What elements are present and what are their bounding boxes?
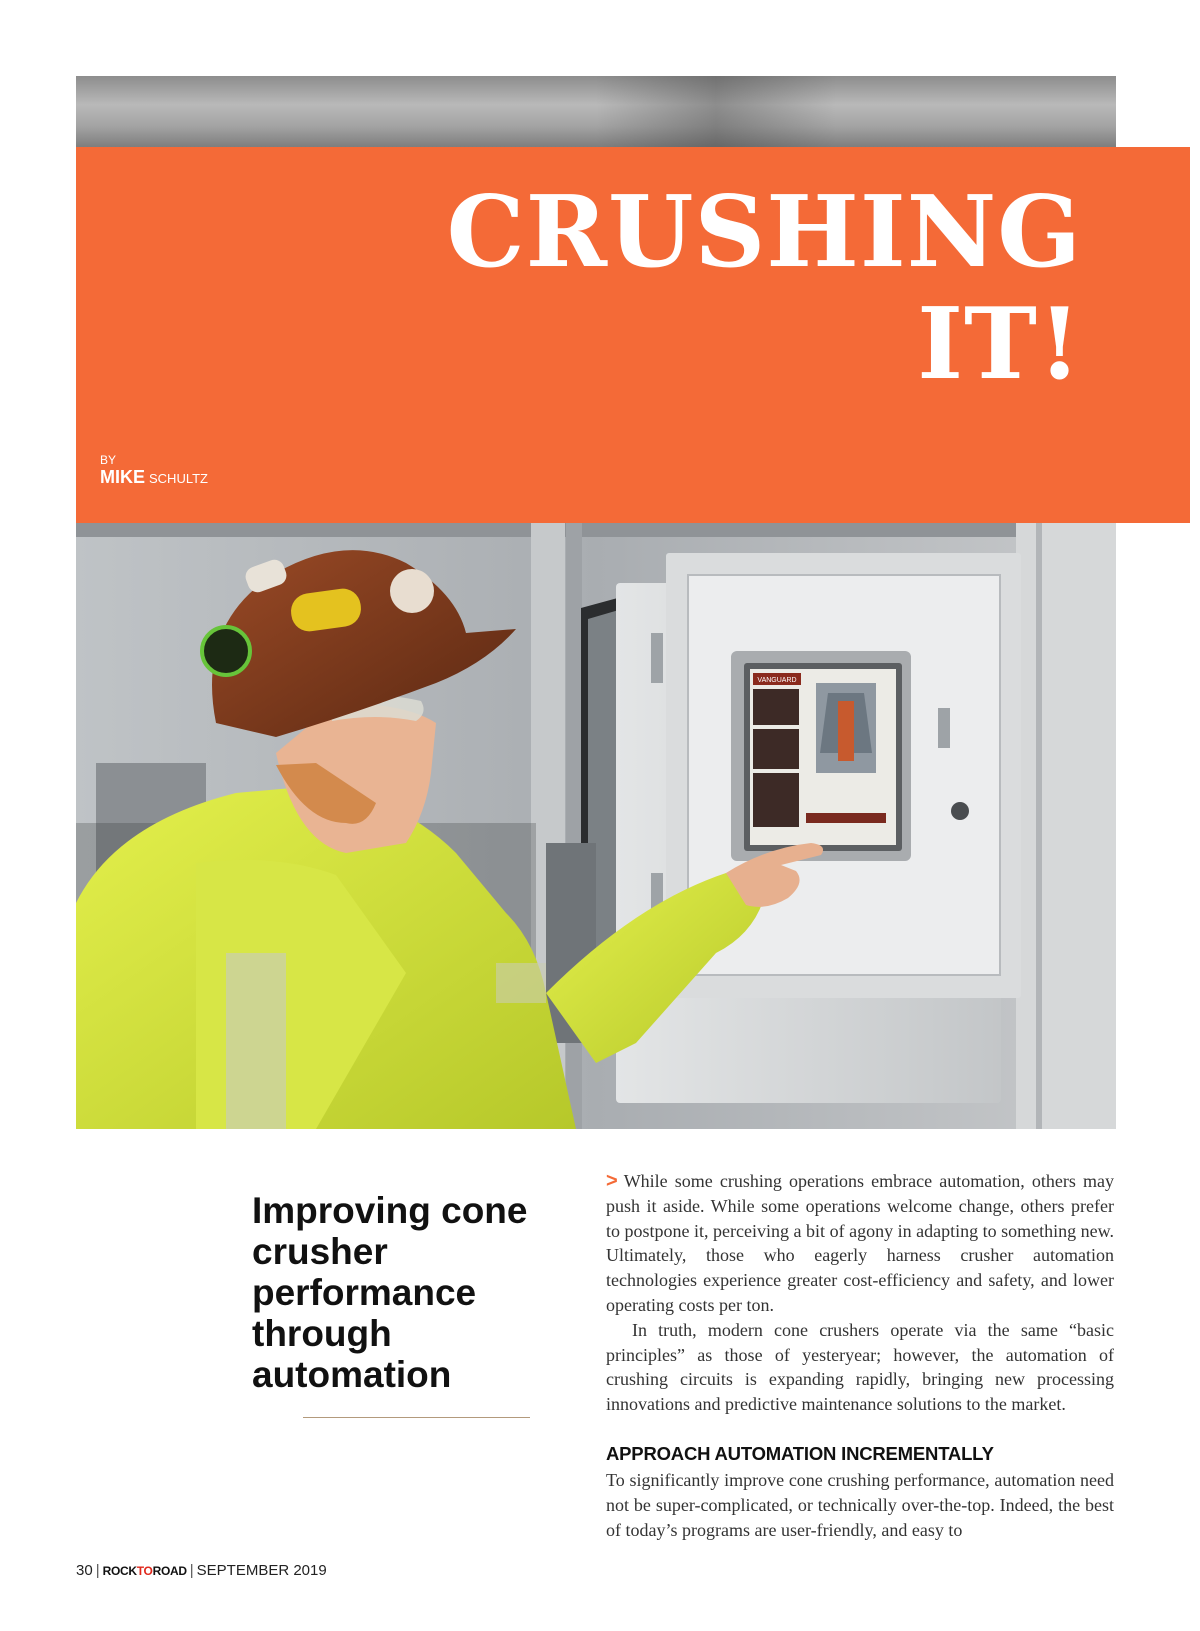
author-first-name: MIKE	[100, 467, 145, 487]
author-last-name: SCHULTZ	[149, 471, 208, 486]
section-heading: APPROACH AUTOMATION INCREMENTALLY	[606, 1442, 994, 1464]
title-line-1: CRUSHING	[446, 175, 1082, 290]
article-title	[447, 177, 1082, 401]
issue-date: SEPTEMBER 2019	[196, 1562, 327, 1579]
article-body	[606, 1169, 1114, 1542]
logo-part-road: ROAD	[152, 1564, 187, 1578]
page-footer: 30 | ROCKTOROAD | SEPTEMBER 2019	[76, 1562, 327, 1579]
title-line-2: IT!	[917, 287, 1082, 402]
header-photo-strip	[76, 76, 1116, 148]
magazine-logo	[103, 1564, 187, 1578]
paragraph-2: In truth, modern cone crushers operate via the same “basic principles” as those of yesteryear; however, the automation of crushing circuits is expanding rapidly, bringing new processing innovations and predictive maintenance solutions to the market.	[606, 1319, 1114, 1415]
paragraph-3: To significantly improve cone crushing performance, automation need not be super-complicated, or technically over-the-top. Indeed, the best of today’s programs are user-friendly, and easy to	[606, 1469, 1114, 1540]
paragraph-1-text: While some crushing operations embrace automation, others may push it aside. While some operations welcome change, others prefer to postpone it, perceiving a bit of agony in adapting to something new. Ultimately, those who eagerly harness crusher automation technologies experience greater cost-efficiency and safety, and lower operating costs per ton.	[606, 1171, 1114, 1315]
hmi-screen-title: VANGUARD	[757, 677, 797, 684]
logo-part-rock: ROCK	[102, 1564, 137, 1578]
subhead-divider	[303, 1417, 530, 1418]
hero-photo	[76, 523, 1116, 1129]
byline-label: BY	[100, 453, 117, 467]
logo-part-to: TO	[136, 1564, 153, 1578]
article-subhead: Improving cone crusher performance through automation	[252, 1190, 528, 1395]
lead-chevron-icon: >	[606, 1170, 618, 1192]
page-number: 30	[76, 1562, 93, 1579]
paragraph-1	[606, 1169, 1114, 1318]
byline	[100, 453, 208, 488]
title-band	[76, 147, 1190, 523]
